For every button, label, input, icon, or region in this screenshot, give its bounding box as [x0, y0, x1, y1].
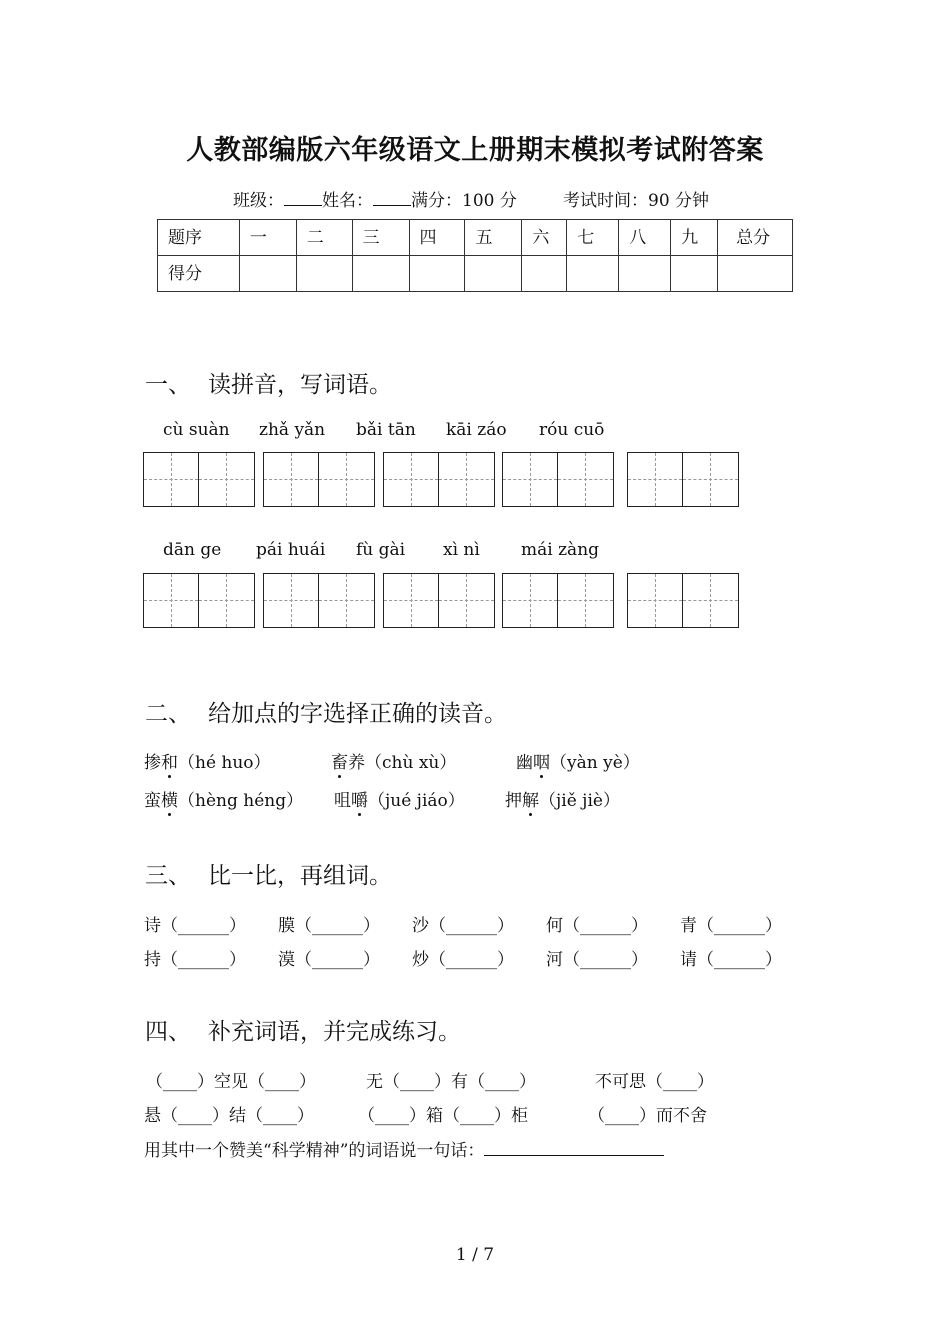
score-header-cell: 七 [567, 220, 619, 256]
reading-item[interactable] [334, 786, 465, 811]
full-score: 满分：100 分 [411, 191, 517, 211]
section-number: 二、 [145, 701, 191, 727]
sentence-text: 用其中一个赞美“科学精神”的词语说一句话： [144, 1141, 485, 1161]
section-title: 补充词语，并完成练习。 [208, 1019, 461, 1045]
writing-grid[interactable] [263, 573, 375, 628]
idiom-item[interactable]: 无（____）有（____） [366, 1072, 536, 1092]
dotted-char: 嚼 [351, 786, 368, 811]
pinyin: fù gài [356, 540, 406, 560]
grid-cell[interactable] [144, 453, 199, 506]
reading-item[interactable] [331, 748, 456, 773]
grid-cell[interactable] [503, 574, 558, 627]
pinyin: dān ge [163, 540, 222, 560]
section-number: 四、 [145, 1019, 191, 1045]
compare-item[interactable]: 持（______） [144, 950, 246, 970]
char: 蛮 [144, 791, 161, 811]
idiom-item[interactable]: （____）空见（____） [146, 1072, 316, 1092]
score-header-cell: 二 [296, 220, 352, 256]
reading-options: （jué jiáo） [368, 791, 465, 811]
class-blank[interactable] [284, 191, 322, 206]
dotted-char: 畜 [331, 748, 348, 773]
writing-grid[interactable] [627, 452, 739, 507]
reading-item[interactable] [144, 748, 271, 773]
grid-cell[interactable] [199, 453, 254, 506]
compare-item[interactable]: 河（______） [546, 950, 648, 970]
writing-grid[interactable] [383, 573, 495, 628]
grid-cell[interactable] [503, 453, 558, 506]
char: 幽 [516, 753, 533, 773]
grid-cell[interactable] [628, 574, 683, 627]
exam-time: 考试时间：90 分钟 [563, 191, 710, 211]
writing-grid[interactable] [502, 452, 614, 507]
pinyin: róu cuō [539, 420, 605, 440]
char: 养 [348, 753, 365, 773]
compare-item[interactable]: 请（______） [680, 950, 782, 970]
page-number: 1 / 7 [455, 1245, 495, 1265]
pinyin: cù suàn [163, 420, 230, 440]
dotted-char: 解 [522, 786, 539, 811]
grid-cell[interactable] [319, 574, 374, 627]
name-blank[interactable] [373, 191, 411, 206]
section-number: 一、 [145, 372, 191, 398]
grid-cell[interactable] [439, 453, 494, 506]
pinyin: mái zàng [521, 540, 600, 560]
grid-cell[interactable] [264, 574, 319, 627]
compare-item[interactable]: 何（______） [546, 916, 648, 936]
section-title: 给加点的字选择正确的读音。 [208, 701, 507, 727]
writing-grid[interactable] [143, 573, 255, 628]
grid-cell[interactable] [628, 453, 683, 506]
writing-grid[interactable] [627, 573, 739, 628]
score-cell[interactable] [465, 256, 522, 292]
section-title: 比一比，再组词。 [208, 863, 392, 889]
score-table-header [158, 220, 793, 256]
grid-cell[interactable] [683, 453, 738, 506]
class-label: 班级： [233, 191, 284, 211]
idiom-item[interactable]: 不可思（____） [595, 1072, 714, 1092]
compare-item[interactable]: 漠（______） [278, 950, 380, 970]
idiom-item[interactable]: 悬（____）结（____） [144, 1106, 314, 1126]
grid-cell[interactable] [384, 574, 439, 627]
section-2-heading [145, 695, 507, 728]
dotted-char: 和 [161, 748, 178, 773]
pinyin: bǎi tān [356, 420, 416, 440]
reading-item[interactable] [505, 786, 620, 811]
answer-line[interactable] [484, 1141, 664, 1156]
compare-item[interactable]: 炒（______） [412, 950, 514, 970]
reading-options: （jiě jiè） [539, 791, 620, 811]
pinyin: zhǎ yǎn [259, 420, 326, 440]
writing-grid[interactable] [383, 452, 495, 507]
score-cell[interactable] [239, 256, 296, 292]
writing-grid[interactable] [143, 452, 255, 507]
score-row-label: 得分 [158, 256, 240, 292]
writing-grid[interactable] [502, 573, 614, 628]
compare-item[interactable]: 膜（______） [278, 916, 380, 936]
score-header-cell: 五 [465, 220, 522, 256]
reading-item[interactable] [144, 786, 303, 811]
score-header-cell: 六 [522, 220, 567, 256]
char: 掺 [144, 753, 161, 773]
pinyin: pái huái [256, 540, 326, 560]
score-cell[interactable] [671, 256, 718, 292]
compare-item[interactable]: 青（______） [680, 916, 782, 936]
score-table-row [158, 256, 793, 292]
char: 押 [505, 791, 522, 811]
score-header-cell: 八 [619, 220, 671, 256]
score-header-cell: 九 [671, 220, 718, 256]
page-title: 人教部编版六年级语文上册期末模拟考试附答案 [186, 135, 764, 166]
grid-cell[interactable] [264, 453, 319, 506]
section-title: 读拼音，写词语。 [208, 372, 392, 398]
score-table [157, 219, 793, 292]
idiom-item[interactable]: （____）而不舍 [588, 1106, 707, 1126]
idiom-item[interactable]: （____）箱（____）柜 [358, 1106, 528, 1126]
section-3-heading [145, 857, 392, 890]
grid-cell[interactable] [384, 453, 439, 506]
pinyin: kāi záo [446, 420, 507, 440]
sentence-prompt [144, 1136, 664, 1161]
char: 咀 [334, 791, 351, 811]
compare-item[interactable]: 沙（______） [412, 916, 514, 936]
section-1-heading [145, 366, 392, 399]
grid-cell[interactable] [199, 574, 254, 627]
score-header-cell: 三 [352, 220, 409, 256]
exam-info [233, 186, 517, 211]
name-label: 姓名： [322, 191, 373, 211]
score-cell[interactable] [296, 256, 352, 292]
writing-grid[interactable] [263, 452, 375, 507]
score-header-cell: 题序 [158, 220, 240, 256]
score-cell[interactable] [567, 256, 619, 292]
reading-options: （hèng héng） [178, 791, 304, 811]
score-cell[interactable] [619, 256, 671, 292]
grid-cell[interactable] [144, 574, 199, 627]
reading-options: （hé huo） [178, 753, 271, 773]
score-header-cell: 总分 [718, 220, 793, 256]
section-number: 三、 [145, 863, 191, 889]
grid-cell[interactable] [683, 574, 738, 627]
score-cell[interactable] [522, 256, 567, 292]
dotted-char: 横 [161, 786, 178, 811]
grid-cell[interactable] [439, 574, 494, 627]
compare-item[interactable]: 诗（______） [144, 916, 246, 936]
grid-cell[interactable] [319, 453, 374, 506]
dotted-char: 咽 [533, 748, 550, 773]
score-header-cell: 一 [239, 220, 296, 256]
score-cell[interactable] [409, 256, 465, 292]
score-cell[interactable] [352, 256, 409, 292]
grid-cell[interactable] [558, 453, 613, 506]
reading-options: （chù xù） [365, 753, 457, 773]
score-header-cell: 四 [409, 220, 465, 256]
section-4-heading [145, 1013, 461, 1046]
score-cell[interactable] [718, 256, 793, 292]
pinyin: xì nì [443, 540, 480, 560]
reading-item[interactable] [516, 748, 640, 773]
grid-cell[interactable] [558, 574, 613, 627]
reading-options: （yàn yè） [550, 753, 640, 773]
